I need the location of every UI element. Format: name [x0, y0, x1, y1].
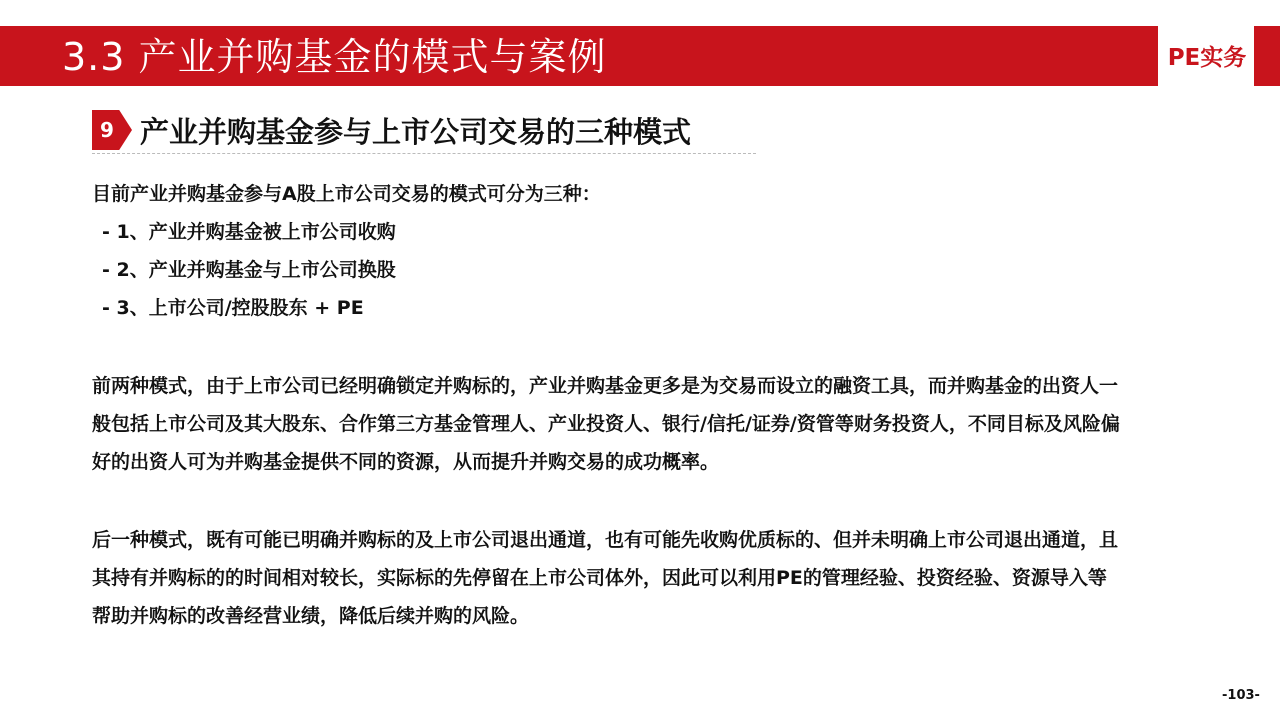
- list-item: - 3、上市公司/控股股东 + PE: [102, 297, 364, 319]
- paragraph-line: 好的出资人可为并购基金提供不同的资源，从而提升并购交易的成功概率。: [92, 451, 720, 473]
- intro-block: [92, 175, 1260, 327]
- paragraph-2: [92, 521, 1260, 635]
- brand-logo: PE实务: [1167, 45, 1247, 71]
- heading-divider: [92, 153, 756, 154]
- section-number: 9: [100, 118, 114, 142]
- paragraph-1: [92, 367, 1260, 481]
- header-accent-block: [1254, 26, 1280, 86]
- paragraph-line: 其持有并购标的的时间相对较长，实际标的先停留在上市公司体外，因此可以利用PE的管理经验、投资经验、资源导入等: [92, 567, 1107, 589]
- paragraph-line: 前两种模式，由于上市公司已经明确锁定并购标的，产业并购基金更多是为交易而设立的融资工具，而并购基金的出资人一: [92, 375, 1119, 397]
- list-item: - 2、产业并购基金与上市公司换股: [102, 259, 396, 281]
- page-number: -103-: [1222, 688, 1260, 703]
- list-item: - 1、产业并购基金被上市公司收购: [102, 221, 396, 243]
- paragraph-line: 般包括上市公司及其大股东、合作第三方基金管理人、产业投资人、银行/信托/证券/资管等财务投资人，不同目标及风险偏: [92, 413, 1120, 435]
- intro-lead: 目前产业并购基金参与A股上市公司交易的模式可分为三种：: [92, 183, 601, 205]
- paragraph-line: 后一种模式，既有可能已明确并购标的及上市公司退出通道，也有可能先收购优质标的、但并未明确上市公司退出通道，且: [92, 529, 1119, 551]
- paragraph-line: 帮助并购标的改善经营业绩，降低后续并购的风险。: [92, 605, 530, 627]
- slide-title: 3.3 产业并购基金的模式与案例: [62, 35, 607, 79]
- section-heading: 产业并购基金参与上市公司交易的三种模式: [140, 115, 692, 149]
